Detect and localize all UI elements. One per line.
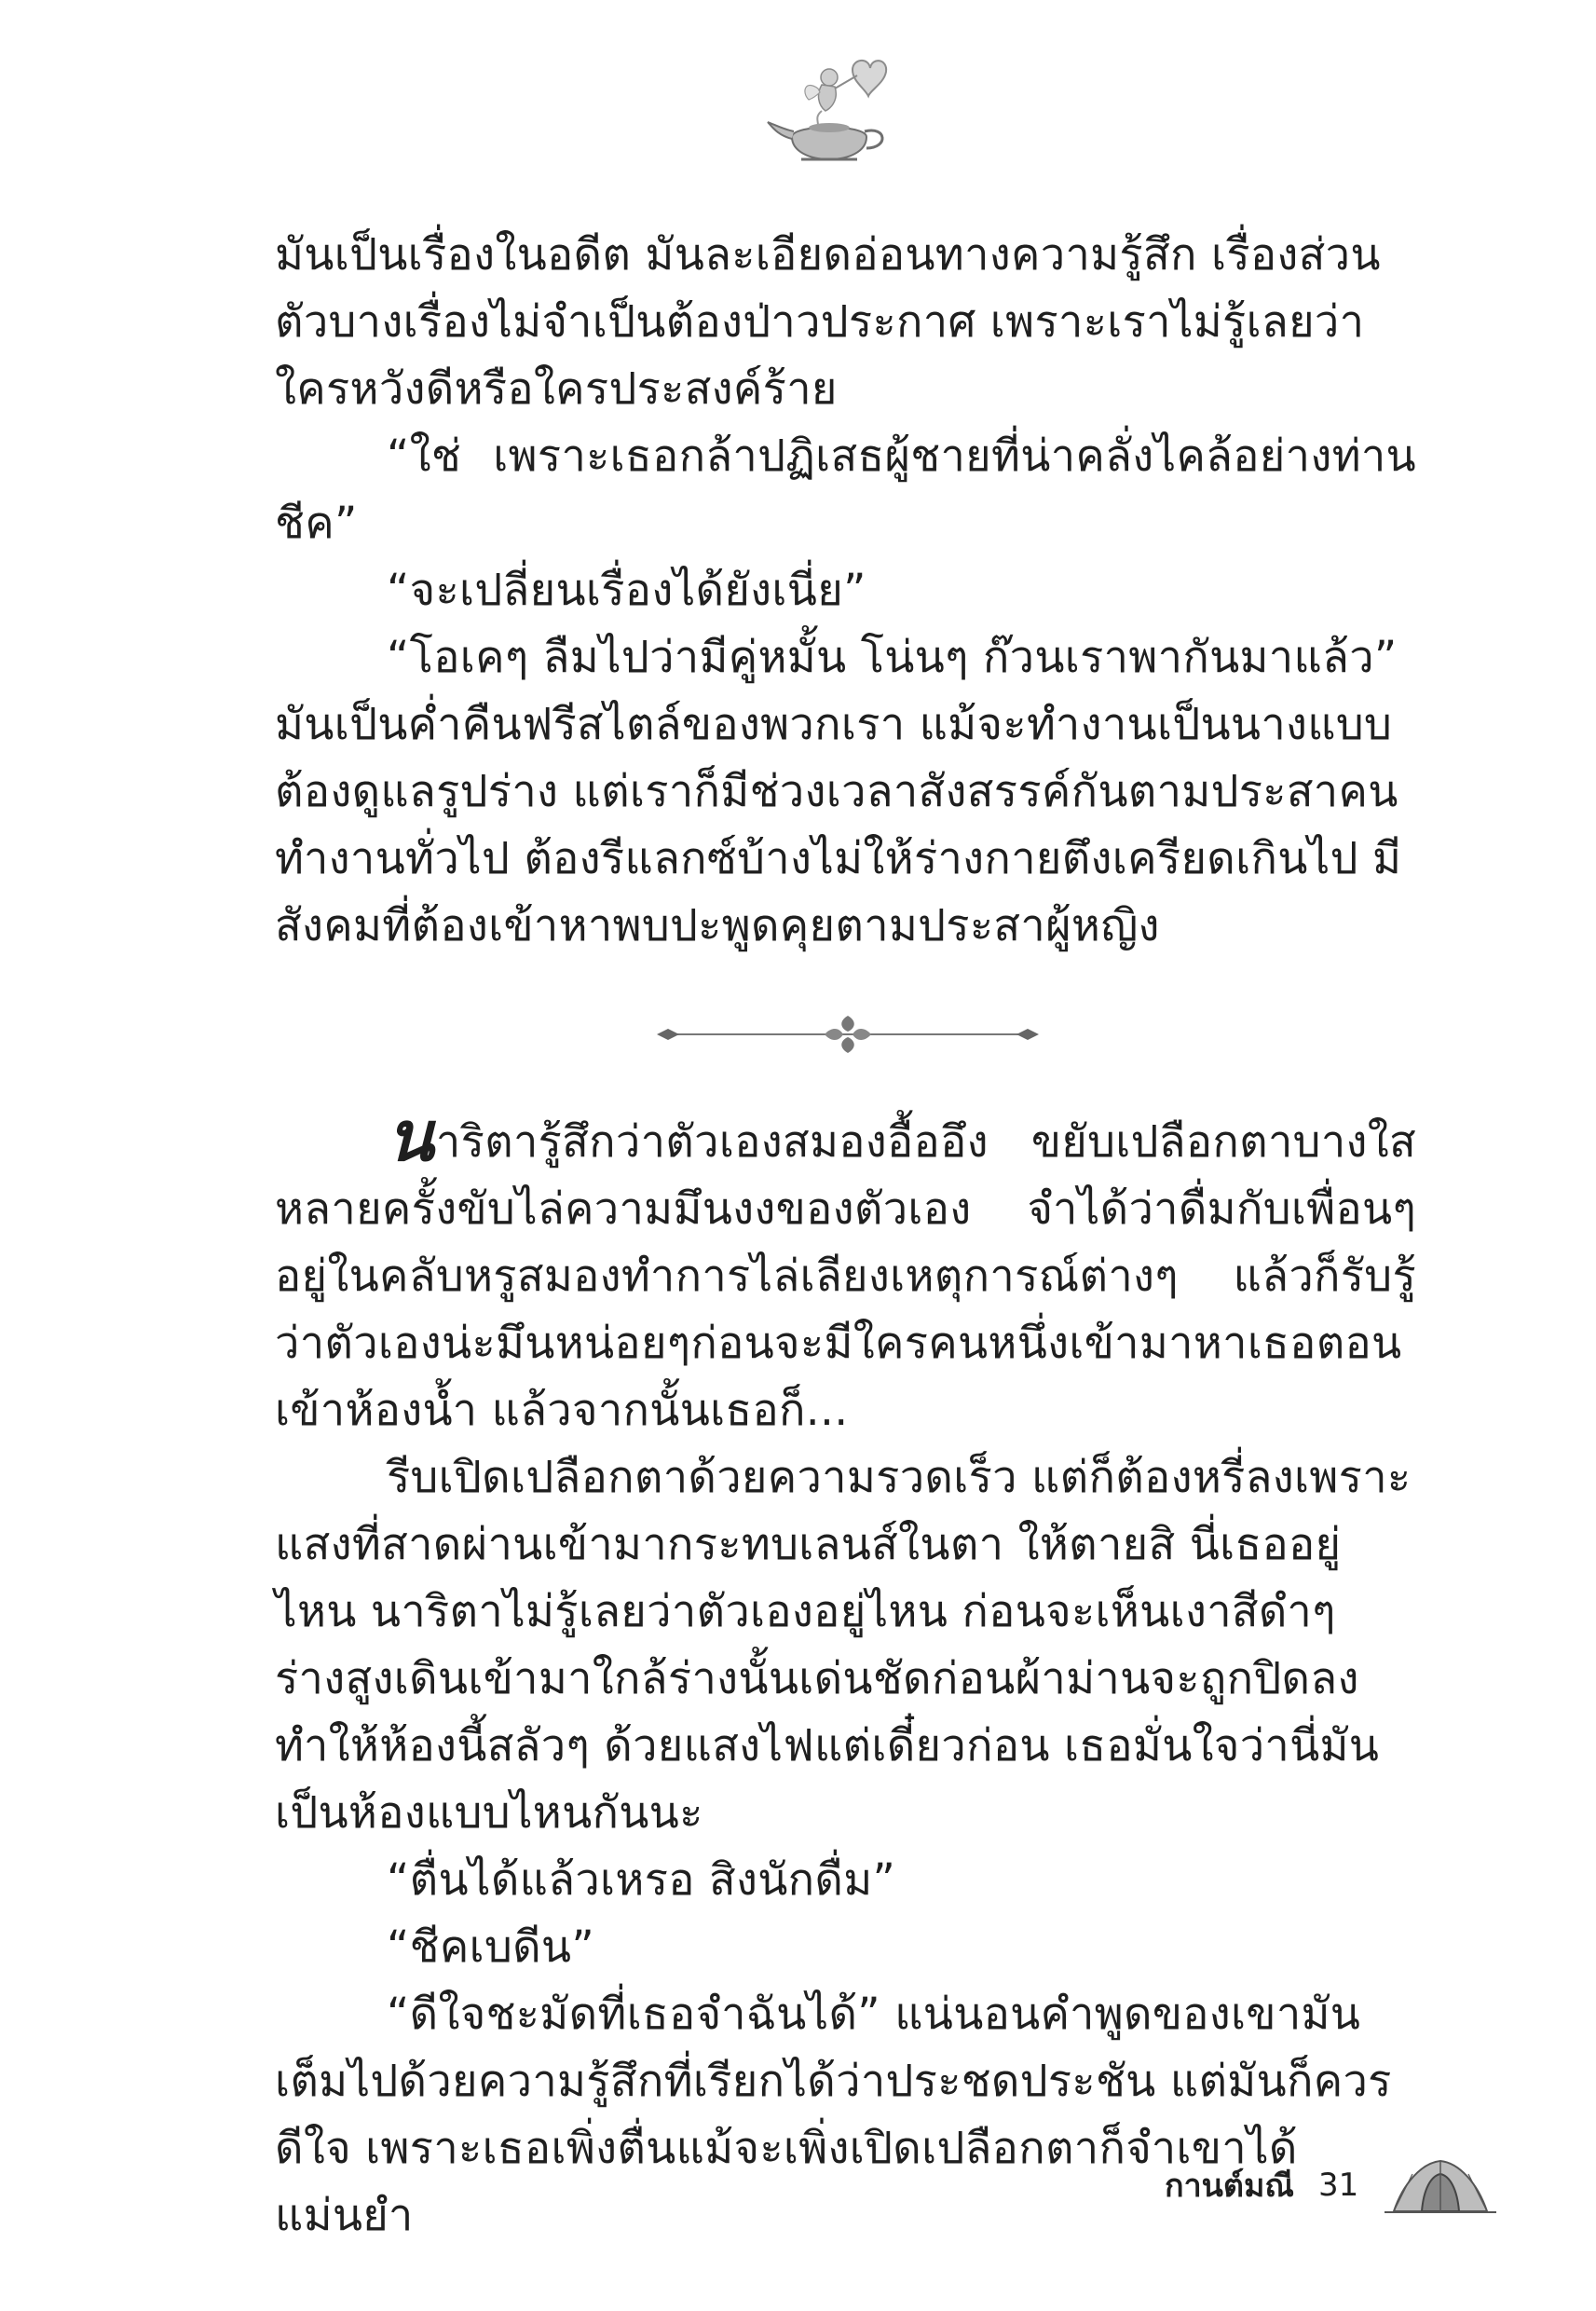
- paragraph: รีบเปิดเปลือกตาด้วยความรวดเร็ว แต่ก็ต้องหรี่ลงเพราะแสงที่สาดผ่านเข้ามากระทบเลนส์ในตา ให้ตายสิ นี่เธออยู่ไหน นาริตาไม่รู้เลยว่าตัวเองอยู่ไหน ก่อนจะเห็นเงาสีดำๆ ร่างสูงเดินเข้ามาใกล้ร่างนั้นเด่นชัดก่อนผ้าม่านจะถูกปิดลงทำให้ห้องนี้สลัวๆ ด้วยแสงไฟแต่เดี๋ยวก่อน เธอมั่นใจว่านี่มันเป็นห้องแบบไหนกันนะ: [275, 1452, 1412, 1839]
- paragraph: “ตื่นได้แล้วเหรอ สิงนักดื่ม”: [387, 1854, 896, 1906]
- cupid-teapot-ornament-icon: [764, 51, 904, 168]
- paragraph-text: าริตารู้สึกว่าตัวเองสมองอื้ออึง ขยับเปลือกตาบางใสหลายครั้งขับไล่ความมึนงงของตัวเอง จำได้ว่าดื่มกับเพื่อนๆ อยู่ในคลับหรูสมองทำการไล่เลียงเหตุการณ์ต่างๆ แล้วก็รับรู้ว่าตัวเองน่ะมึนหน่อยๆก่อนจะมีใครคนหนึ่งเข้ามาหาเธอตอนเข้าห้องน้ำ แล้วจากนั้นเธอก็...: [275, 1116, 1416, 1436]
- text-section-2: [275, 1097, 1416, 2249]
- text-section-1: [275, 222, 1416, 960]
- paragraph: “จะเปลี่ยนเรื่องได้ยังเนี่ย”: [387, 565, 866, 616]
- book-title: กานต์มณี: [1165, 2167, 1294, 2205]
- page-number: 31: [1317, 2167, 1359, 2204]
- drop-cap: น: [387, 1097, 434, 1177]
- paragraph: [275, 1097, 1416, 1444]
- paragraph: มันเป็นเรื่องในอดีต มันละเอียดอ่อนทางความรู้สึก เรื่องส่วนตัวบางเรื่องไม่จำเป็นต้องป่าวประกาศ เพราะเราไม่รู้เลยว่าใครหวังดีหรือใครประสงค์ร้าย: [275, 229, 1381, 415]
- paragraph: “ชีคเบดีน”: [387, 1921, 594, 1973]
- paragraph: “ดีใจชะมัดที่เธอจำฉันได้” แน่นอนคำพูดของเขามันเต็มไปด้วยความรู้สึกที่เรียกได้ว่าประชดประชัน แต่มันก็ควรดีใจ เพราะเธอเพิ่งตื่นแม้จะเพิ่งเปิดเปลือกตาก็จำเขาได้แม่นยำ: [275, 1989, 1392, 2241]
- paragraph: “ใช่ เพราะเธอกล้าปฏิเสธผู้ชายที่น่าคลั่งไคล้อย่างท่านชีค”: [275, 431, 1416, 549]
- tent-icon: [1385, 2155, 1496, 2215]
- ornamental-divider-icon: [657, 1011, 1039, 1058]
- page-footer: [1165, 2153, 1496, 2218]
- paragraph: “โอเคๆ ลืมไปว่ามีคู่หมั้น โน่นๆ ก๊วนเราพากันมาแล้ว” มันเป็นค่ำคืนฟรีสไตล์ของพวกเรา แม้จะทำงานเป็นนางแบบ ต้องดูแลรูปร่าง แต่เราก็มีช่วงเวลาสังสรรค์กันตามประสาคนทำงานทั่วไป ต้องรีแลกซ์บ้างไม่ให้ร่างกายตึงเครียดเกินไป มีสังคมที่ต้องเข้าหาพบปะพูดคุยตามประสาผู้หญิง: [275, 632, 1402, 951]
